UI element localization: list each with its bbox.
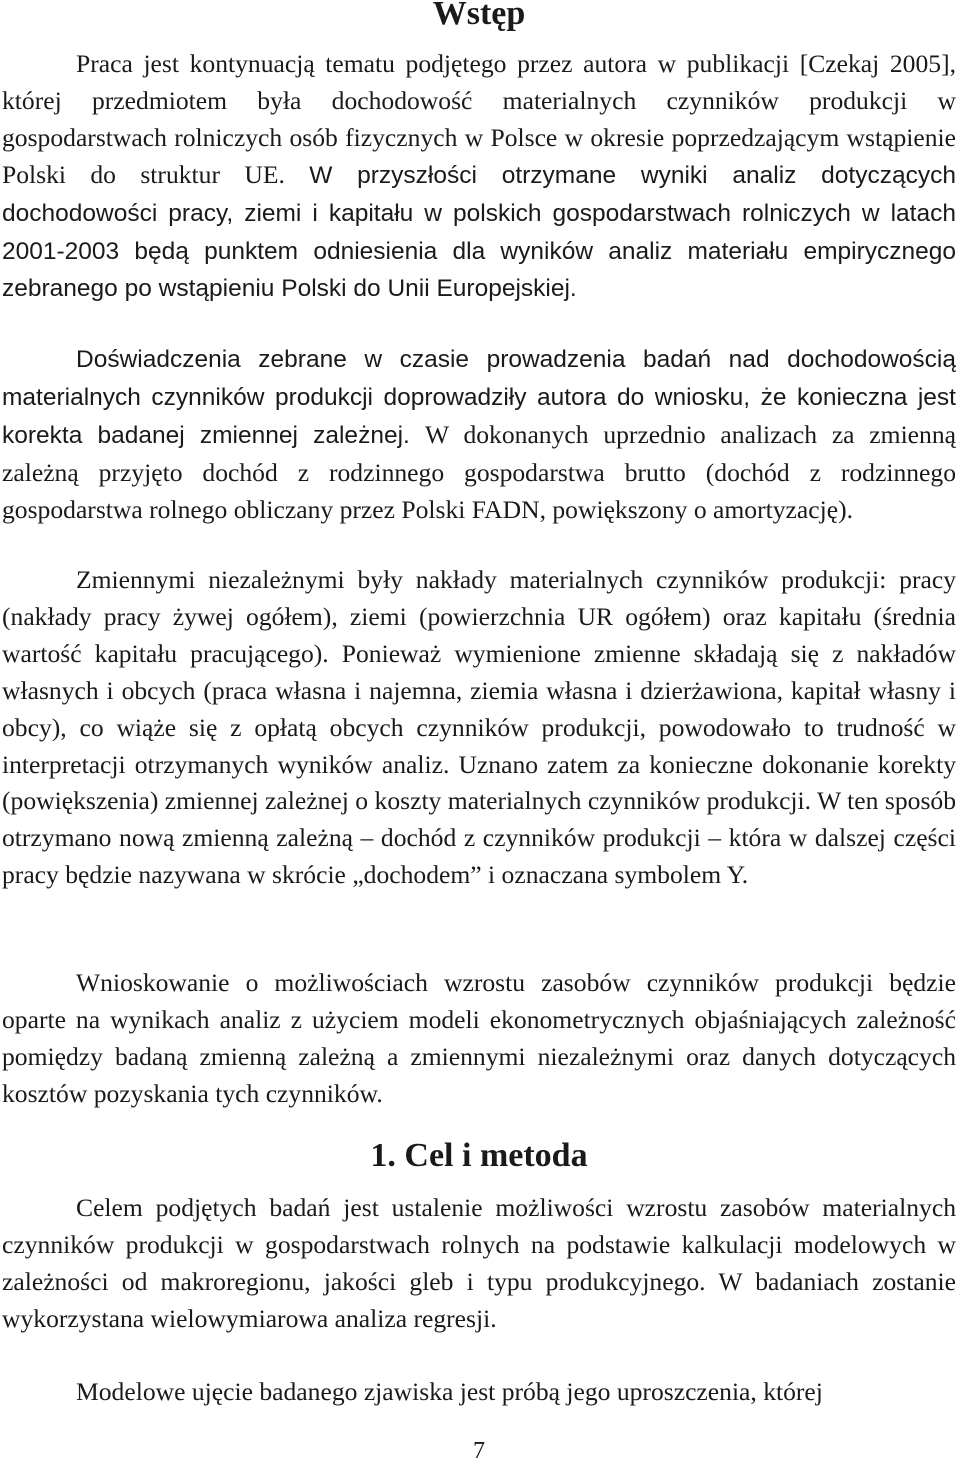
paragraph-model: Modelowe ujęcie badanego zjawiska jest próbą jego uproszczenia, której — [76, 1377, 823, 1406]
paragraph-experience-part-serif: W dokonanych uprzednio analizach za zmienną zależną przyjęto dochód z rodzinnego gospodarstwa brutto (dochód z rodzinnego gospodarstwa rolnego obliczany przez Polski FADN, powiększony o amortyzację). — [2, 419, 956, 524]
paragraph-intro-part-serif: Praca jest kontynuacją tematu podjętego przez autora w publikacji [Czekaj 2005], której przedmiotem była dochodowość materialnych czynników produkcji w gospodarstwach rolniczych osób fizycznych w Polsce w okresie poprzedzającym wstąpienie Polski do struktur UE. — [2, 49, 956, 189]
section-heading: 1. Cel i metoda — [370, 1137, 588, 1174]
paragraph-experience-part-sans: Doświadczenia zebrane w czasie prowadzenia badań nad dochodowością materialnych czynników produkcji doprowadziły autora do wniosku, że konieczna jest korekta badanej zmiennej zależnej. — [2, 346, 956, 449]
paragraph-aim: Celem podjętych badań jest ustalenie możliwości wzrostu zasobów materialnych czynników produkcji w gospodarstwach rolnych na podstawie kalkulacji modelowych w zależności od makroregionu, jakości gleb i typu produkcyjnego. W badaniach zostanie wykorzystana wielowymiarowa analiza regresji. — [2, 1193, 956, 1333]
paragraph-intro-part-sans: W przyszłości otrzymane wyniki analiz dotyczących dochodowości pracy, ziemi i kapitału w polskich gospodarstwach rolniczych w latach 2001-2003 będą punktem odniesienia dla wyników analiz materiału empirycznego zebranego po wstąpieniu Polski do Unii Europejskiej. — [2, 161, 956, 303]
page-title: Wstęp — [432, 0, 526, 32]
page-number: 7 — [473, 1438, 485, 1464]
paragraph-independent-variables: Zmiennymi niezależnymi były nakłady materialnych czynników produkcji: pracy (nakłady pracy żywej ogółem), ziemi (powierzchnia UR ogółem) oraz kapitału (średnia wartość kapitału pracującego). Ponieważ wymienione zmienne składają się z nakładów własnych i obcych (praca własna i najemna, ziemia własna i dzierżawiona, kapitał własny i obcy), co wiąże się z opłatą obcych czynników produkcji, powodowało to trudność w interpretacji otrzymanych wyników analiz. Uznano zatem za konieczne dokonanie korekty (powiększenia) zmiennej zależnej o koszty materialnych czynników produkcji. W ten sposób otrzymano nową zmienną zależną – dochód z czynników produkcji – która w dalszej części pracy będzie nazywana w skrócie „dochodem” i oznaczana symbolem Y. — [2, 565, 956, 890]
paragraph-experience — [2, 341, 956, 529]
paragraph-inference: Wnioskowanie o możliwościach wzrostu zasobów czynników produkcji będzie oparte na wynikach analiz z użyciem modeli ekonometrycznych objaśniających zależność pomiędzy badaną zmienną zależną a zmiennymi niezależnymi oraz danych dotyczących kosztów pozyskania tych czynników. — [2, 968, 956, 1108]
paragraph-intro — [2, 46, 956, 308]
